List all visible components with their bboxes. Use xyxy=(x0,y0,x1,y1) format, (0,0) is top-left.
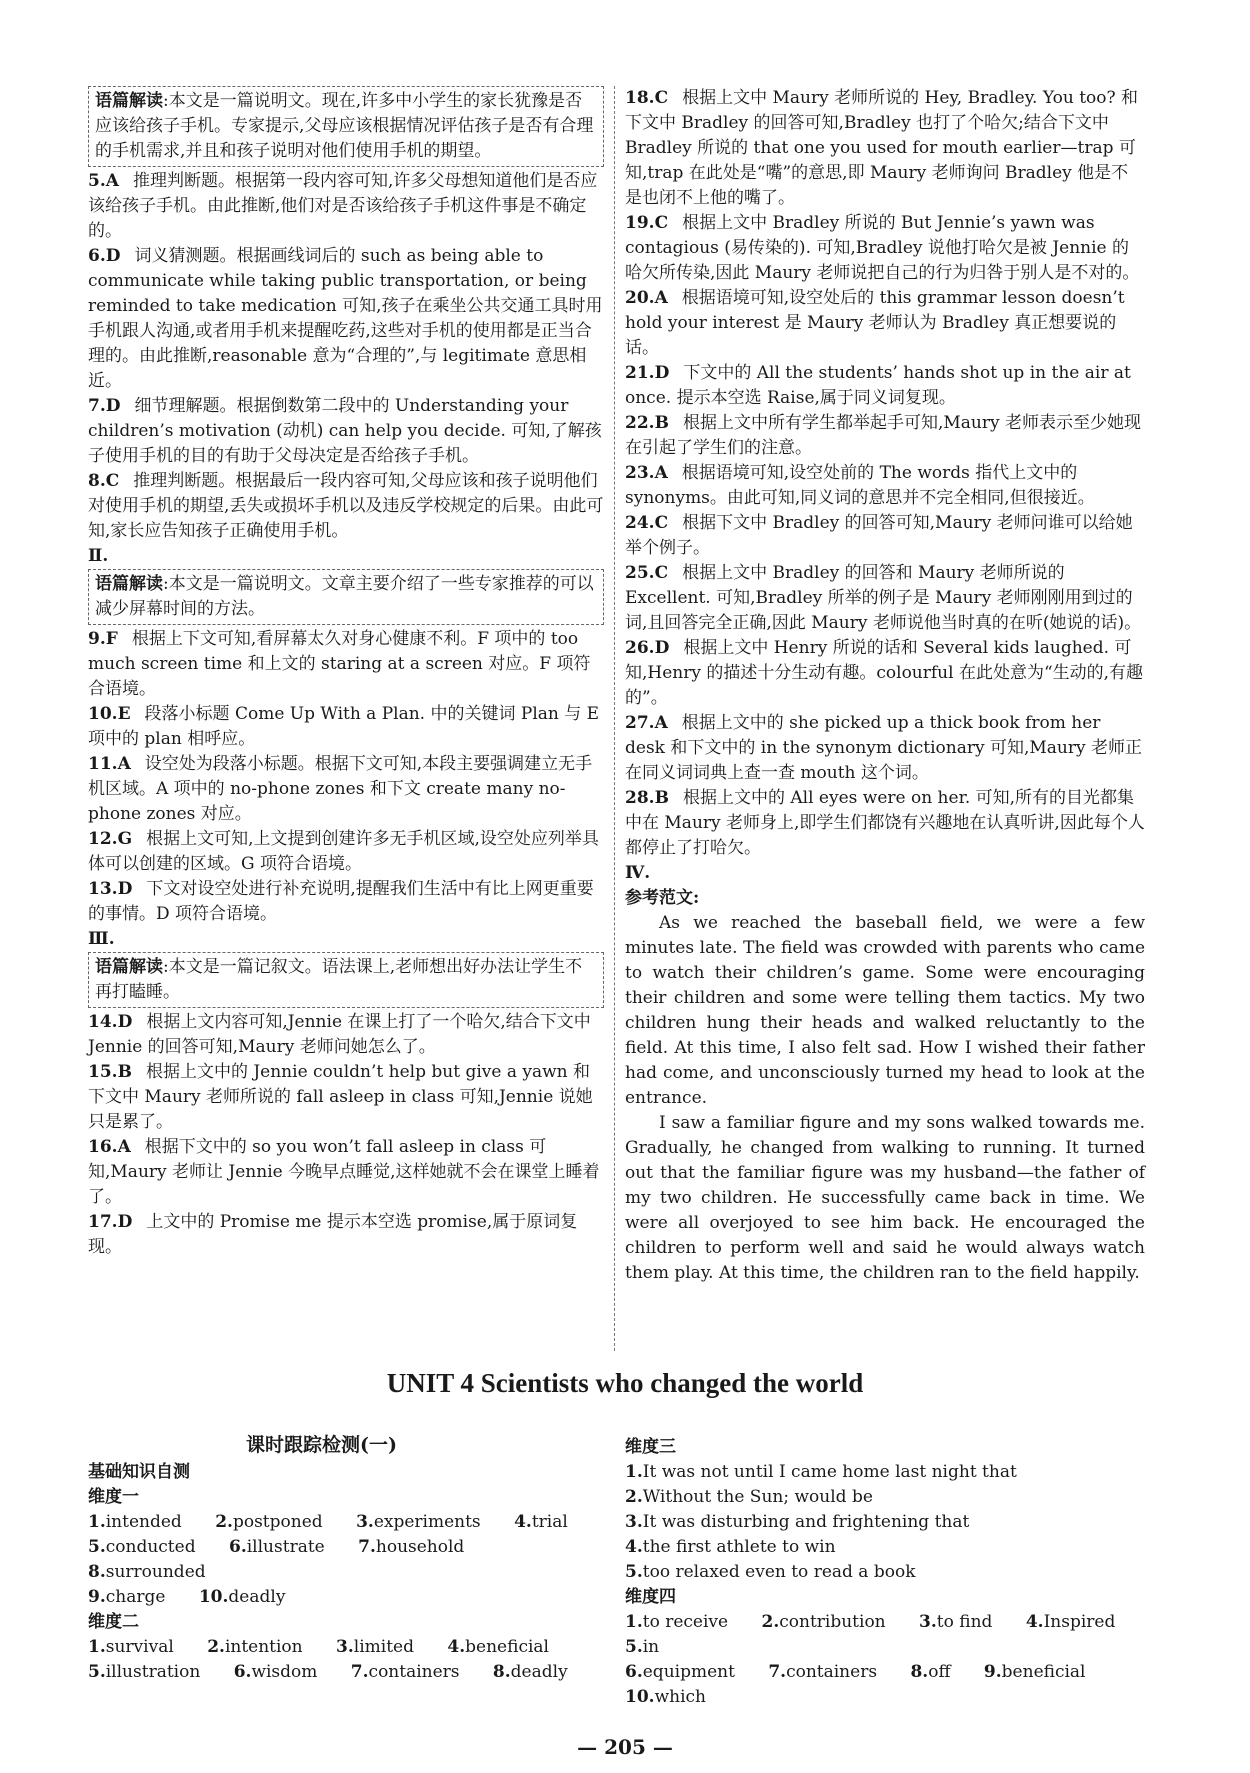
box-text: :本文是一篇说明文。文章主要介绍了一些专家推荐的可以减少屏幕时间的方法。 xyxy=(95,574,594,619)
answer-item: 25.C 根据上文中 Bradley 的回答和 Maury 老师所说的 Excellent. 可知,Bradley 所举的例子是 Maury 老师刚刚用到过的词,且回答完全正确,因此 Maury 老师说他当时真的在听(她说的话)。 xyxy=(625,563,1142,633)
essay-paragraph: I saw a familiar figure and my sons walked towards me. Gradually, he changed from walking to running. It turned out that the familiar figure was my husband—the father of my two children. He successfully came back in time. We were all overjoyed to see him back. He encouraged the children to perform well and said he would always watch them play. At this time, the children ran to the field happily. xyxy=(625,1113,1145,1283)
dimension-4-heading: 维度四 xyxy=(625,1587,676,1607)
answer-item: 7.D 细节理解题。根据倒数第二段中的 Understanding your children’s motivation (动机) can help you decide. 可知,了解孩子使用手机的目的有助于父母决定是否给孩子手机。 xyxy=(88,396,602,466)
unit-title: UNIT 4 Scientists who changed the world xyxy=(386,1368,864,1398)
dimension-3-item: 4.the first athlete to win xyxy=(625,1537,836,1557)
section-marker-4: Ⅳ. xyxy=(625,863,651,883)
answer-item: 8.C 推理判断题。根据最后一段内容可知,父母应该和孩子说明他们对使用手机的期望,丢失或损坏手机以及违反学校规定的后果。由此可知,家长应告知孩子正确使用手机。 xyxy=(88,471,604,541)
dimension-4-row: 6.equipment 7.containers 8.off 9.beneficial 10.which xyxy=(625,1662,1086,1707)
dimension-1-row: 9.charge 10.deadly xyxy=(88,1587,286,1607)
dimension-2-heading: 维度二 xyxy=(88,1612,139,1632)
answer-item: 14.D 根据上文内容可知,Jennie 在课上打了一个哈欠,结合下文中 Jennie 的回答可知,Maury 老师问她怎么了。 xyxy=(88,1012,591,1057)
section-marker-3: Ⅲ. xyxy=(88,929,115,949)
answer-item: 9.F 根据上下文可知,看屏幕太久对身心健康不利。F 项中的 too much screen time 和上文的 staring at a screen 对应。F 项符合语境。 xyxy=(88,629,591,699)
answer-item: 28.B 根据上文中的 All eyes were on her. 可知,所有的目光都集中在 Maury 老师身上,即学生们都饶有兴趣地在认真听讲,因此每个人都停止了打哈欠。 xyxy=(625,788,1145,858)
lesson-subtitle: 课时跟踪检测(一) xyxy=(246,1434,397,1456)
dimension-3-item: 2.Without the Sun; would be xyxy=(625,1487,873,1507)
answer-item: 16.A 根据下文中的 so you won’t fall asleep in class 可知,Maury 老师让 Jennie 今晚早点睡觉,这样她就不会在课堂上睡着了。 xyxy=(88,1137,600,1207)
answer-item: 10.E 段落小标题 Come Up With a Plan. 中的关键词 Plan 与 E 项中的 plan 相呼应。 xyxy=(88,704,600,749)
answer-item: 5.A 推理判断题。根据第一段内容可知,许多父母想知道他们是否应该给孩子手机。由此推断,他们对是否该给孩子手机这件事是不确定的。 xyxy=(88,171,598,241)
left-column xyxy=(88,86,604,1260)
answer-item: 17.D 上文中的 Promise me 提示本空选 promise,属于原词复现。 xyxy=(88,1212,578,1257)
answer-list-1 xyxy=(88,169,604,544)
reading-analysis-box-1 xyxy=(88,86,604,167)
dimension-1-row: 1.intended 2.postponed 3.experiments 4.trial xyxy=(88,1512,568,1532)
essay-paragraph: As we reached the baseball field, we were a few minutes late. The field was crowded with parents who came to watch their children’s game. Some were encouraging their children and some were telling them tactics. My two children hung their heads and walked reluctantly to the field. At this time, I also felt sad. How I wished their father had come, and unconsciously turned my head to look at the entrance. xyxy=(625,913,1145,1108)
dimension-2-row: 5.illustration 6.wisdom 7.containers 8.deadly xyxy=(88,1662,568,1682)
answer-item: 26.D 根据上文中 Henry 所说的话和 Several kids laughed. 可知,Henry 的描述十分生动有趣。colourful 在此处意为“生动的,有趣的”。 xyxy=(625,638,1144,708)
answer-item: 15.B 根据上文中的 Jennie couldn’t help but give a yawn 和下文中 Maury 老师所说的 fall asleep in class 可知,Jennie 说她只是累了。 xyxy=(88,1062,593,1132)
bottom-left-section xyxy=(88,1430,608,1685)
page-number: — 205 — xyxy=(577,1735,673,1759)
answer-item: 11.A 设空处为段落小标题。根据下文可知,本段主要强调建立无手机区域。A 项中的 no-phone zones 和下文 create many no-phone zones 对应。 xyxy=(88,754,593,824)
reading-analysis-box-2 xyxy=(88,569,604,625)
answer-item: 22.B 根据上文中所有学生都举起手可知,Maury 老师表示至少她现在引起了学生们的注意。 xyxy=(625,413,1141,458)
column-divider xyxy=(614,86,615,1351)
section-marker-2: Ⅱ. xyxy=(88,546,109,566)
basic-knowledge-heading: 基础知识自测 xyxy=(88,1462,190,1482)
box-label: 语篇解读 xyxy=(95,574,163,594)
box-label: 语篇解读 xyxy=(95,957,163,977)
box-label: 语篇解读 xyxy=(95,91,163,111)
box-text: :本文是一篇说明文。现在,许多中小学生的家长犹豫是否应该给孩子手机。专家提示,父母应该根据情况评估孩子是否有合理的手机需求,并且和孩子说明对他们使用手机的期望。 xyxy=(95,91,594,161)
answer-item: 24.C 根据下文中 Bradley 的回答可知,Maury 老师问谁可以给她举个例子。 xyxy=(625,513,1133,558)
answer-item: 12.G 根据上文可知,上文提到创建许多无手机区域,设空处应列举具体可以创建的区域。G 项符合语境。 xyxy=(88,829,599,874)
dimension-1-heading: 维度一 xyxy=(88,1487,139,1507)
answer-item: 20.A 根据语境可知,设空处后的 this grammar lesson doesn’t hold your interest 是 Maury 老师认为 Bradley 真正想要说的话。 xyxy=(625,288,1125,358)
box-text: :本文是一篇记叙文。语法课上,老师想出好办法让学生不再打瞌睡。 xyxy=(95,957,583,1002)
dimension-4-row: 1.to receive 2.contribution 3.to find 4.Inspired 5.in xyxy=(625,1612,1116,1657)
answer-item: 21.D 下文中的 All the students’ hands shot up in the air at once. 提示本空选 Raise,属于同义词复现。 xyxy=(625,363,1131,408)
answer-list-right xyxy=(625,86,1145,861)
answer-list-3 xyxy=(88,1010,604,1260)
dimension-3-heading: 维度三 xyxy=(625,1437,676,1457)
answer-item: 6.D 词义猜测题。根据画线词后的 such as being able to communicate while taking public transportation, or being reminded to take medication 可知,孩子在乘坐公共交通工具时用手机跟人沟通,或者用手机来提醒吃药,这些对手机的使用都是正当合理的。由此推断,reasonable 意为“合理的”,与 legitimate 意思相近。 xyxy=(88,246,603,391)
answer-item: 27.A 根据上文中的 she picked up a thick book from her desk 和下文中的 in the synonym dictionary 可知,Maury 老师正在同义词词典上查一查 mouth 这个词。 xyxy=(625,713,1142,783)
answer-list-2 xyxy=(88,627,604,927)
bottom-right-section xyxy=(625,1430,1145,1710)
dimension-3-item: 3.It was disturbing and frightening that xyxy=(625,1512,970,1532)
dimension-3-item: 1.It was not until I came home last night that xyxy=(625,1462,1017,1482)
model-essay xyxy=(625,911,1145,1286)
essay-title: 参考范文: xyxy=(625,888,700,908)
answer-item: 19.C 根据上文中 Bradley 所说的 But Jennie’s yawn was contagious (易传染的). 可知,Bradley 说他打哈欠是被 Jennie 的哈欠所传染,因此 Maury 老师说把自己的行为归咎于别人是不对的。 xyxy=(625,213,1140,283)
answer-item: 18.C 根据上文中 Maury 老师所说的 Hey, Bradley. You too? 和下文中 Bradley 的回答可知,Bradley 也打了个哈欠;结合下文中 Bradley 所说的 that one you used for mouth earlier—trap 可知,trap 在此处是“嘴”的意思,即 Maury 老师询问 Bradley 他是不是也闭不上他的嘴了。 xyxy=(625,88,1139,208)
dimension-3-item: 5.too relaxed even to read a book xyxy=(625,1562,916,1582)
reading-analysis-box-3 xyxy=(88,952,604,1008)
answer-item: 23.A 根据语境可知,设空处前的 The words 指代上文中的 synonyms。由此可知,同义词的意思并不完全相同,但很接近。 xyxy=(625,463,1095,508)
dimension-1-row: 5.conducted 6.illustrate 7.household 8.surrounded xyxy=(88,1537,465,1582)
answer-item: 13.D 下文对设空处进行补充说明,提醒我们生活中有比上网更重要的事情。D 项符合语境。 xyxy=(88,879,594,924)
right-column xyxy=(625,86,1145,1286)
dimension-2-row: 1.survival 2.intention 3.limited 4.beneficial xyxy=(88,1637,549,1657)
